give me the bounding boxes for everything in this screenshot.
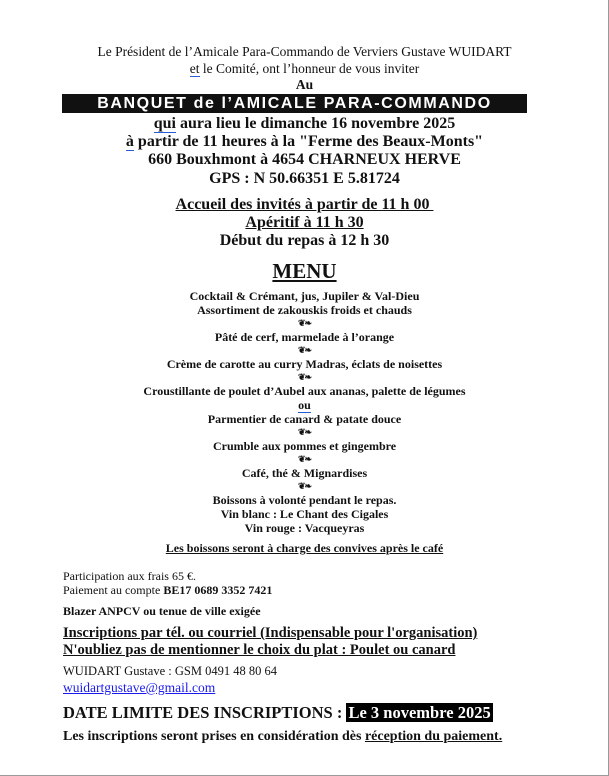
au-label: Au [295,77,314,92]
payment-account [63,583,272,598]
dish-reminder: N'oubliez pas de mentionner le choix du plat : Poulet ou canard [63,642,456,658]
email-link[interactable]: wuidartgustave@gmail.com [63,680,216,695]
event-place [0,133,609,151]
menu-title-text: MENU [272,259,337,283]
account-number: BE17 0689 3352 7421 [163,583,273,597]
schedule-meal: Début du repas à 12 h 30 [219,232,390,249]
payment-label: Paiement au compte [63,583,164,597]
inscriptions-info: Inscriptions par tél. ou courriel (Indispensable pour l'organisation) [63,625,478,641]
invitation-line-2 [0,61,609,77]
menu-list [0,289,609,535]
menu-item: Vin blanc : Le Chant des Cigales [220,507,389,521]
menu-item: Crumble aux pommes et gingembre [212,439,397,453]
event-date-text: aura lieu le dimanche 16 novembre 2025 [176,115,456,132]
participation-fee: Participation aux frais 65 €. [63,569,196,583]
schedule-welcome-text: Accueil des invités à partir de 11 h 00 [175,196,434,213]
separator-ornament-icon: ❦❧ [297,454,312,464]
menu-item: Crème de carotte au curry Madras, éclats de noisettes [166,357,443,371]
menu-item: Vin rouge : Vacqueyras [244,521,365,535]
separator-ornament-icon: ❦❧ [297,481,312,491]
menu-item: Pâté de cerf, marmelade à l’orange [214,330,395,344]
menu-item: Café, thé & Mignardises [241,466,368,480]
contact-phone: WUIDART Gustave : GSM 0491 48 80 64 [63,664,277,678]
deadline-date: Le 3 novembre 2025 [348,703,491,722]
payment-condition [63,729,502,745]
menu-item: Assortiment de zakouskis froids et chauds [197,303,412,317]
invitation-line-1: Le Président de l’Amicale Para-Commando de Verviers Gustave WUIDART [97,44,512,59]
event-date [0,115,609,133]
menu-title [0,259,609,284]
dress-code: Blazer ANPCV ou tenue de ville exigée [63,604,261,618]
event-address: 660 Bouxhmont à 4654 CHARNEUX HERVE [148,151,461,168]
separator-ornament-icon: ❦❧ [297,427,312,437]
menu-item: Croustillante de poulet d’Aubel aux ananas, palette de légumes [143,384,466,398]
separator-ornament-icon: ❦❧ [297,372,312,382]
menu-or [0,398,609,412]
event-gps: GPS : N 50.66351 E 5.81724 [209,170,400,187]
invitation-line-2-text: le Comité, ont l’honneur de vous inviter [199,61,420,76]
deadline-label: DATE LIMITE DES INSCRIPTIONS : [63,703,347,722]
schedule-welcome [0,196,609,214]
event-place-text: partir de 11 heures à la "Ferme des Beaux-Monts" [133,133,484,150]
deadline [63,703,493,723]
drinks-note [0,541,609,555]
spellcheck-mark: à [125,133,134,150]
event-banner: BANQUET de l’AMICALE PARA-COMMANDO [62,94,527,113]
drinks-note-text: Les boissons seront à charge des convives après le café [165,541,444,555]
menu-item: Boissons à volonté pendant le repas. [212,493,397,507]
payment-condition-text: Les inscriptions seront prises en considération dès [63,729,365,744]
menu-or-text: ou [298,398,311,412]
menu-item: Parmentier de canard & patate douce [207,412,402,426]
payment-condition-emphasis: réception du paiement. [364,729,503,744]
schedule-aperitif-text: Apéritif à 11 h 30 [245,214,364,231]
separator-ornament-icon: ❦❧ [297,318,312,328]
spellcheck-mark: qui [153,115,176,132]
schedule-aperitif [0,214,609,232]
separator-ornament-icon: ❦❧ [297,345,312,355]
spellcheck-mark: et [189,61,200,76]
menu-item: Cocktail & Crémant, jus, Jupiler & Val-Dieu [189,289,420,303]
